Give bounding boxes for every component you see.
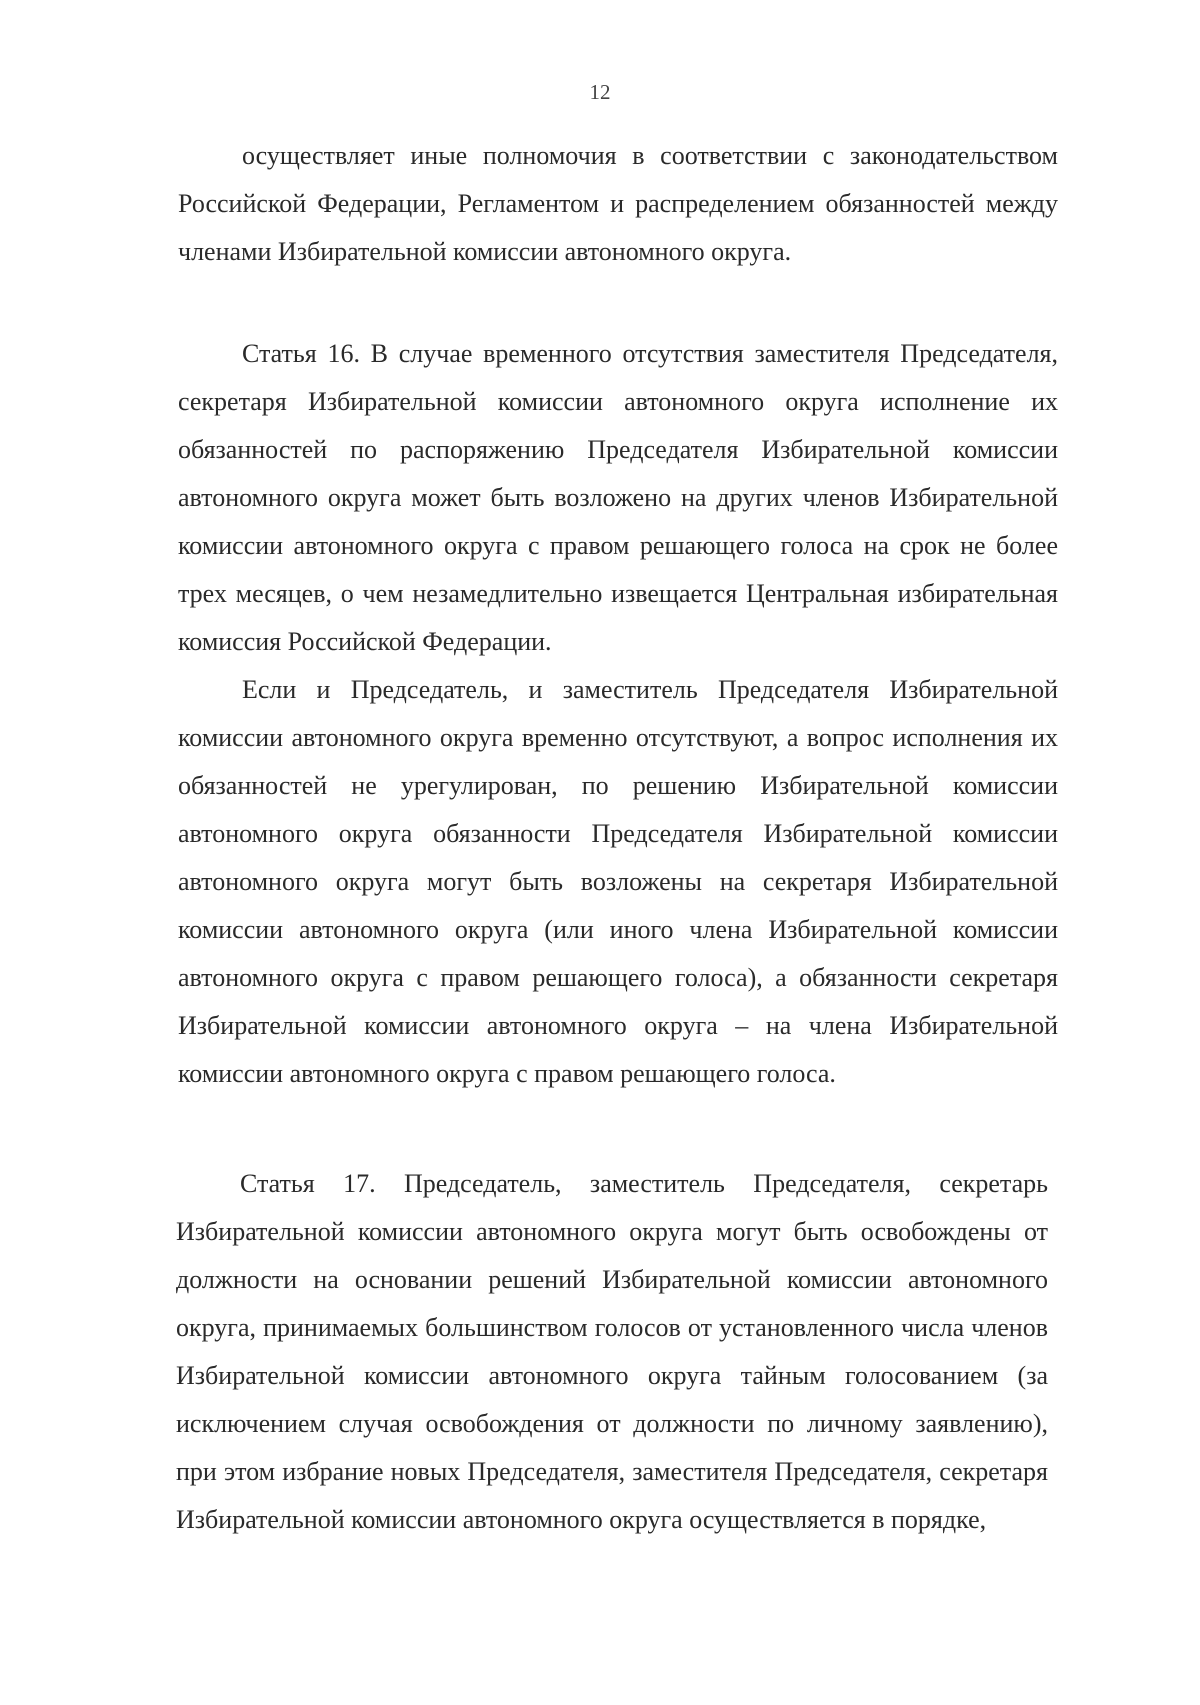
paragraph-article-16-part-2: Если и Председатель, и заместитель Председателя Избирательной комиссии автономного округа временно отсутствуют, а вопрос исполнения их обязанностей не урегулирован, по решению Избирательной комиссии автономного округа обязанности Председателя Избирательной комиссии автономного округа могут быть возложены на секретаря Избирательной комиссии автономного округа (или иного члена Избирательной комиссии автономного округа с правом решающего голоса), а обязанности секретаря Избирательной комиссии автономного округа – на члена Избирательной комиссии автономного округа с правом решающего голоса. <box>178 675 1058 1088</box>
page-number: 12 <box>589 80 611 104</box>
text-block-article-16 <box>178 330 1058 1098</box>
paragraph-continuation: осуществляет иные полномочия в соответствии с законодательством Российской Федерации, Регламентом и распределением обязанностей между членами Избирательной комиссии автономного округа. <box>178 141 1058 266</box>
text-block-article-17 <box>176 1160 1048 1544</box>
paragraph-article-16: Статья 16. В случае временного отсутствия заместителя Председателя, секретаря Избирательной комиссии автономного округа исполнение их обязанностей по распоряжению Председателя Избирательной комиссии автономного округа может быть возложено на других членов Избирательной комиссии автономного округа с правом решающего голоса на срок не более трех месяцев, о чем незамедлительно извещается Центральная избирательная комиссия Российской Федерации. <box>178 339 1058 656</box>
paragraph-article-17: Статья 17. Председатель, заместитель Председателя, секретарь Избирательной комиссии автономного округа могут быть освобождены от должности на основании решений Избирательной комиссии автономного округа, принимаемых большинством голосов от установленного числа членов Избирательной комиссии автономного округа тайным голосованием (за исключением случая освобождения от должности по личному заявлению), при этом избрание новых Председателя, заместителя Председателя, секретаря Избирательной комиссии автономного округа осуществляется в порядке, <box>176 1169 1048 1534</box>
text-block-continuation <box>178 132 1058 276</box>
